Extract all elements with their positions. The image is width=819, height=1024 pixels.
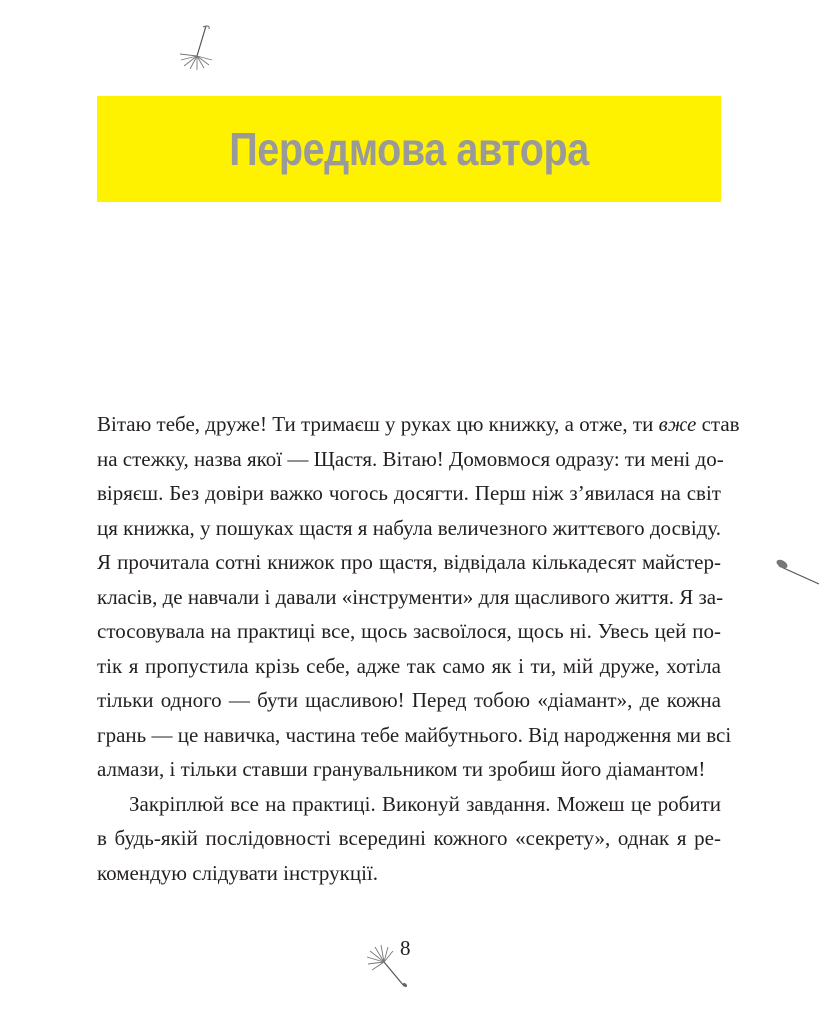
text-line: грань — це навичка, частина тебе майбутнього. Від народження ми всі: [97, 722, 732, 747]
text-line: Закріплюй все на практиці. Виконуй завдання. Можеш це робити: [129, 791, 721, 816]
text-line: тік я пропустила крізь себе, адже так само як і ти, мій друже, хотіла: [97, 653, 721, 678]
text-line: Вітаю тебе, друже! Ти тримаєш у руках цю книжку, а отже, ти вже став: [97, 412, 740, 436]
chapter-title: Передмова автора: [229, 123, 589, 175]
text-line: комендую слідувати інструкції.: [97, 860, 379, 885]
text-line: стосовувала на практиці все, щось засвоїлося, щось ні. Увесь цей по-: [97, 619, 721, 643]
dandelion-seed-icon: [176, 22, 218, 72]
text-line: в будь-якій послідовності всередині кожного «секрету», однак я ре-: [97, 826, 721, 850]
chapter-title-banner: [97, 96, 721, 202]
text-line: Я прочитала сотні книжок про щастя, відвідала кількадесят майстер-: [97, 550, 721, 574]
text-line: на стежку, назва якої — Щастя. Вітаю! Домовмося одразу: ти мені до-: [97, 446, 724, 471]
paragraph: [97, 787, 721, 891]
text-line: тільки одного — бути щасливою! Перед тобою «діамант», де кожна: [97, 688, 721, 712]
text-line: класів, де навчали і давали «інструменти» для щасливого життя. Я за-: [97, 584, 724, 609]
emphasis: вже: [658, 412, 697, 436]
text-line: ця книжка, у пошуках щастя я набула величезного життєвого досвіду.: [97, 515, 721, 540]
dandelion-seed-icon: [774, 552, 819, 592]
body-text: [97, 407, 740, 890]
text-line: віряєш. Без довіри важко чогось досягти. Перш ніж з’явилася на світ: [97, 481, 721, 505]
text-line: алмази, і тільки ставши гранувальником ти зробиш його діамантом!: [97, 757, 706, 781]
page-number: 8: [400, 936, 411, 960]
paragraph: [97, 407, 740, 787]
